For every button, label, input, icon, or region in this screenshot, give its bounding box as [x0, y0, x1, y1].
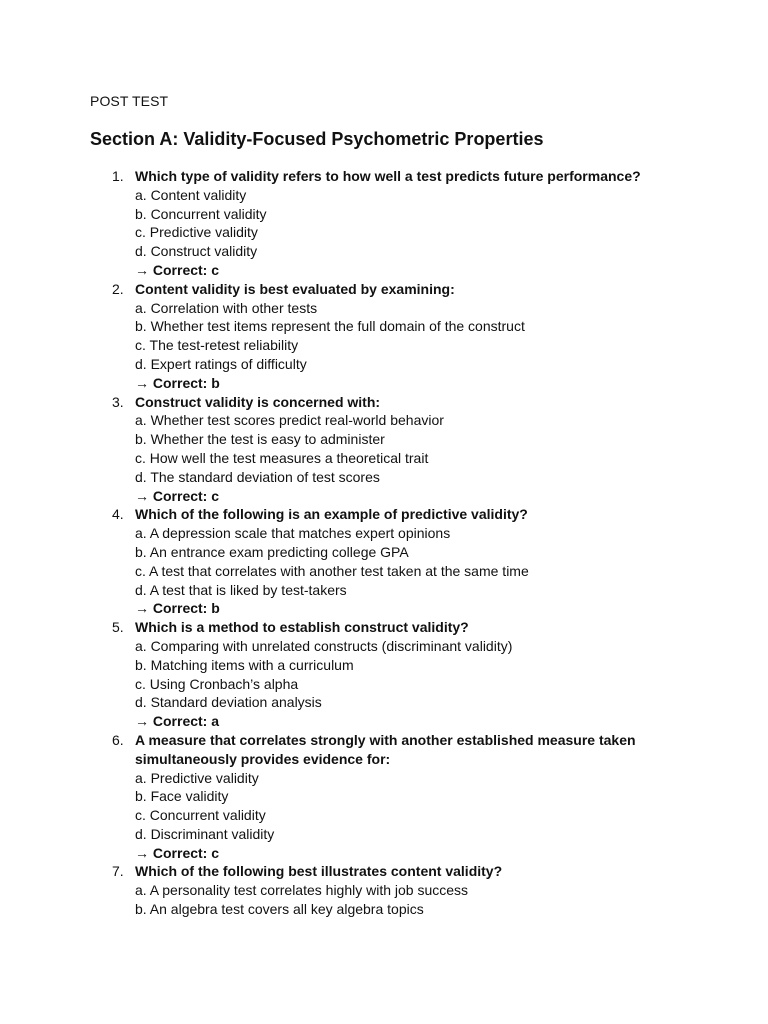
- answer-option: d. The standard deviation of test scores: [135, 468, 380, 485]
- option-list: [0, 769, 768, 844]
- question-text: Content validity is best evaluated by examining:: [135, 280, 455, 297]
- question-text: Construct validity is concerned with:: [135, 393, 381, 410]
- correct-answer-text: Correct: c: [152, 844, 220, 861]
- correct-answer: [135, 261, 768, 280]
- question-number: 3.: [112, 393, 124, 410]
- answer-option: b. Face validity: [135, 788, 229, 805]
- question-item: [0, 505, 768, 618]
- question-item: [0, 280, 768, 393]
- option-list: [0, 524, 768, 599]
- question-number: 1.: [112, 168, 124, 184]
- document-label: POST TEST: [90, 93, 169, 109]
- question-number: 6.: [112, 731, 124, 748]
- answer-option: a. Correlation with other tests: [135, 299, 318, 316]
- arrow-right-icon: →: [135, 261, 149, 278]
- correct-answer: [135, 487, 768, 506]
- correct-answer-text: Correct: c: [152, 261, 220, 278]
- answer-option: a. Comparing with unrelated constructs (discriminant validity): [135, 637, 513, 654]
- question-text: Which of the following best illustrates content validity?: [135, 863, 503, 880]
- answer-option: d. Expert ratings of difficulty: [135, 355, 307, 372]
- answer-option: b. Concurrent validity: [135, 205, 267, 222]
- answer-option: b. An algebra test covers all key algebra topics: [135, 901, 424, 918]
- answer-option: a. A depression scale that matches expert opinions: [135, 525, 451, 542]
- answer-option: a. Content validity: [135, 186, 247, 203]
- answer-option: d. A test that is liked by test-takers: [135, 581, 347, 598]
- question-item: [0, 731, 768, 863]
- arrow-right-icon: →: [135, 713, 149, 730]
- correct-answer: [135, 712, 768, 731]
- answer-option: d. Discriminant validity: [135, 825, 275, 842]
- arrow-right-icon: →: [135, 600, 149, 617]
- arrow-right-icon: →: [135, 844, 149, 861]
- answer-option: b. Whether test items represent the full domain of the construct: [135, 318, 525, 335]
- arrow-right-icon: →: [135, 487, 149, 504]
- question-text: Which type of validity refers to how well a test predicts future performance?: [135, 168, 641, 184]
- answer-option: b. Matching items with a curriculum: [135, 656, 354, 673]
- question-list: [0, 167, 768, 919]
- answer-option: d. Construct validity: [135, 243, 258, 260]
- answer-option: a. A personality test correlates highly with job success: [135, 882, 469, 899]
- question-number: 4.: [112, 506, 124, 523]
- answer-option: a. Whether test scores predict real-world behavior: [135, 412, 444, 429]
- arrow-right-icon: →: [135, 374, 149, 391]
- correct-answer-text: Correct: b: [152, 374, 220, 391]
- question-item: [0, 862, 768, 918]
- answer-option: c. The test-retest reliability: [135, 337, 299, 354]
- option-list: [0, 881, 768, 919]
- option-list: [0, 411, 768, 486]
- answer-option: c. Concurrent validity: [135, 807, 266, 824]
- answer-option: a. Predictive validity: [135, 769, 259, 786]
- correct-answer-text: Correct: c: [152, 487, 220, 504]
- answer-option: c. How well the test measures a theoretical trait: [135, 449, 429, 466]
- correct-answer: [135, 374, 768, 393]
- question-item: [0, 167, 768, 280]
- option-list: [0, 637, 768, 712]
- correct-answer: [135, 599, 768, 618]
- answer-option: c. Predictive validity: [135, 224, 258, 241]
- option-list: [0, 299, 768, 374]
- correct-answer: [135, 844, 768, 863]
- question-number: 7.: [112, 863, 124, 880]
- option-list: [0, 186, 768, 261]
- answer-option: d. Standard deviation analysis: [135, 694, 322, 711]
- question-text: A measure that correlates strongly with another established measure taken simultaneously provides evidence for:: [135, 731, 636, 767]
- question-item: [0, 618, 768, 731]
- question-text: Which is a method to establish construct validity?: [135, 619, 469, 636]
- question-item: [0, 393, 768, 506]
- question-number: 5.: [112, 619, 124, 636]
- section-title: Section A: Validity-Focused Psychometric Properties: [90, 129, 544, 149]
- answer-option: b. An entrance exam predicting college GPA: [135, 543, 409, 560]
- question-text: Which of the following is an example of predictive validity?: [135, 506, 528, 523]
- answer-option: c. Using Cronbach’s alpha: [135, 675, 299, 692]
- question-number: 2.: [112, 280, 124, 297]
- correct-answer-text: Correct: b: [152, 600, 220, 617]
- answer-option: c. A test that correlates with another test taken at the same time: [135, 562, 529, 579]
- answer-option: b. Whether the test is easy to administer: [135, 431, 385, 448]
- correct-answer-text: Correct: a: [152, 713, 220, 730]
